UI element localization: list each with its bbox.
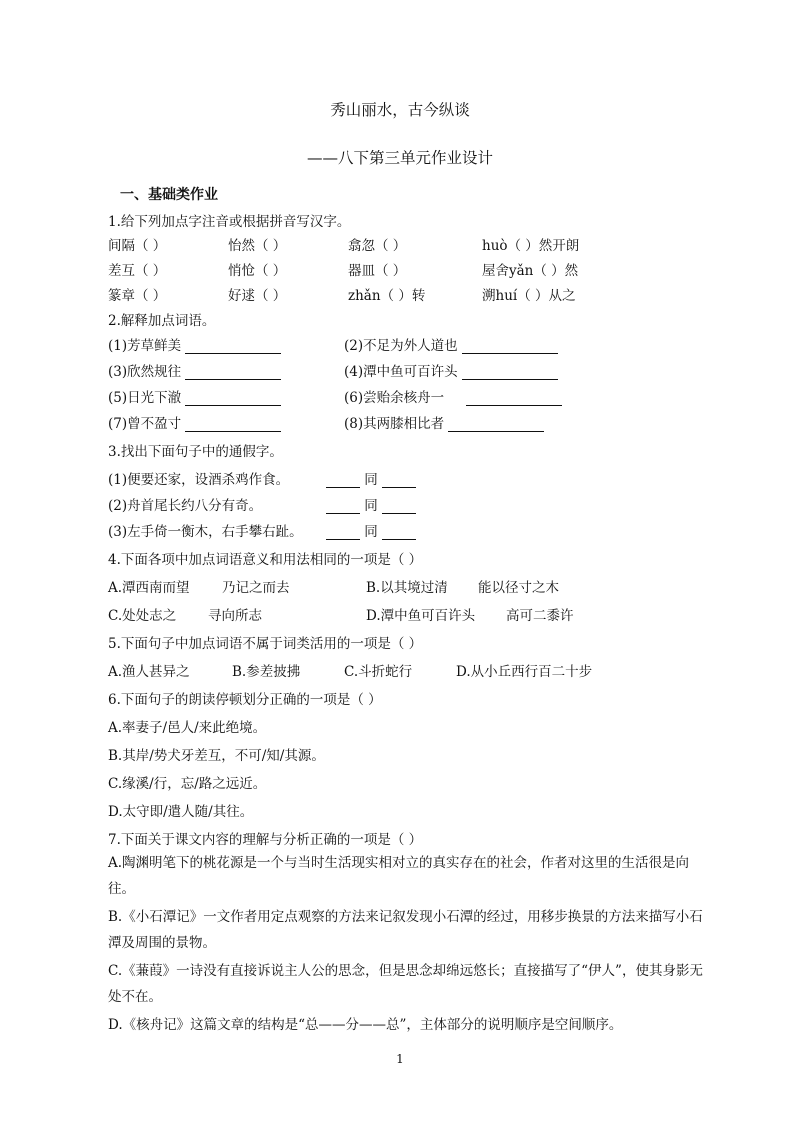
q1-cell: huò（ ）然开朗	[482, 238, 580, 254]
question-6-stem: 6.下面句子的朗读停顿划分正确的一项是（ ）	[108, 692, 382, 708]
q7-option-a[interactable]: A.陶渊明笔下的桃花源是一个与当时生活现实相对立的真实存在的社会，作者对这里的生活很是向往。	[108, 855, 690, 897]
q3-item: (2)舟首尾长约八分有奇。	[108, 498, 263, 514]
q2-item: (6)尝贻余核舟一	[344, 386, 562, 406]
question-1-stem: 1.给下列加点字注音或根据拼音写汉字。	[108, 214, 351, 230]
q5-option-c[interactable]: C.斗折蛇行	[344, 664, 413, 680]
q4-option-d[interactable]: D.潭中鱼可百许头	[366, 608, 476, 624]
answer-blank[interactable]	[326, 499, 360, 514]
q4-option-c2: 寻向所志	[208, 608, 262, 624]
page-number: 1	[396, 1052, 404, 1066]
answer-blank[interactable]	[382, 499, 416, 514]
answer-blank[interactable]	[448, 417, 544, 432]
q1-cell: 器皿（ ）	[348, 263, 407, 279]
q1-cell: 翕忽（ ）	[348, 238, 407, 254]
answer-blank[interactable]	[185, 417, 281, 432]
q1-cell: zhǎn（ ）转	[348, 288, 426, 304]
answer-blank[interactable]	[466, 391, 562, 406]
q1-cell: 悄怆（ ）	[228, 263, 287, 279]
section-heading: 一、基础类作业	[120, 187, 218, 203]
answer-blank[interactable]	[382, 525, 416, 540]
answer-blank[interactable]	[185, 365, 281, 380]
q1-cell: 间隔（ ）	[108, 238, 167, 254]
q4-option-d2: 高可二黍许	[506, 608, 574, 624]
question-7-stem: 7.下面关于课文内容的理解与分析正确的一项是（ ）	[108, 832, 423, 848]
q6-option-a[interactable]: A.率妻子/邑人/来此绝境。	[108, 720, 267, 736]
q6-option-b[interactable]: B.其岸/势犬牙差互，不可/知/其源。	[108, 748, 325, 764]
page-title: 秀山丽水，古今纵谈	[330, 101, 470, 119]
q4-option-c[interactable]: C.处处志之	[108, 608, 177, 624]
q1-cell: 篆章（ ）	[108, 288, 167, 304]
answer-blank[interactable]	[185, 391, 281, 406]
q7-option-d[interactable]: D.《核舟记》这篇文章的结构是“总——分——总”，主体部分的说明顺序是空间顺序。	[108, 1017, 623, 1033]
q1-cell: 溯huí（ ）从之	[482, 288, 576, 304]
question-4-stem: 4.下面各项中加点词语意义和用法相同的一项是（ ）	[108, 552, 423, 568]
answer-blank[interactable]	[326, 473, 360, 488]
question-5-stem: 5.下面句子中加点词语不属于词类活用的一项是（ ）	[108, 636, 423, 652]
answer-blank[interactable]	[462, 365, 558, 380]
q1-cell: 好逑（ ）	[228, 288, 287, 304]
page-subtitle: ——八下第三单元作业设计	[306, 149, 493, 167]
q2-item: (8)其两膝相比者	[344, 412, 544, 432]
q6-option-c[interactable]: C.缘溪/行，忘/路之远近。	[108, 776, 267, 792]
q4-option-a[interactable]: A.潭西南而望	[108, 580, 190, 596]
q5-option-b[interactable]: B.参差披拂	[232, 664, 301, 680]
q6-option-d[interactable]: D.太守即/遣人随/其往。	[108, 804, 254, 820]
q1-cell: 屋舍yǎn（ ）然	[482, 263, 579, 279]
q3-answer: 同	[326, 468, 416, 488]
q2-item: (7)曾不盈寸	[108, 412, 281, 432]
q7-option-c[interactable]: C.《蒹葭》一诗没有直接诉说主人公的思念，但是思念却绵远悠长；直接描写了“伊人”，使其身影无处不在。	[108, 963, 703, 1005]
q5-option-a[interactable]: A.渔人甚异之	[108, 664, 190, 680]
answer-blank[interactable]	[326, 525, 360, 540]
q2-item: (2)不足为外人道也	[344, 334, 558, 354]
q1-cell: 怡然（ ）	[228, 238, 287, 254]
q4-option-b[interactable]: B.以其境过清	[366, 580, 448, 596]
question-3-stem: 3.找出下面句子中的通假字。	[108, 444, 283, 460]
q2-item: (4)潭中鱼可百许头	[344, 360, 558, 380]
q2-item: (5)日光下澈	[108, 386, 281, 406]
q7-option-b[interactable]: B.《小石潭记》一文作者用定点观察的方法来记叙发现小石潭的经过，用移步换景的方法来描写小石潭及周围的景物。	[108, 909, 703, 951]
q3-item: (1)便要还家，设酒杀鸡作食。	[108, 472, 290, 488]
q3-answer: 同	[326, 494, 416, 514]
q5-option-d[interactable]: D.从小丘西行百二十步	[456, 664, 593, 680]
q2-item: (1)芳草鲜美	[108, 334, 281, 354]
answer-blank[interactable]	[462, 339, 558, 354]
q1-cell: 差互（ ）	[108, 263, 167, 279]
answer-blank[interactable]	[382, 473, 416, 488]
q4-option-a2: 乃记之而去	[222, 580, 290, 596]
q3-item: (3)左手倚一衡木，右手攀右趾。	[108, 524, 303, 540]
q3-answer: 同	[326, 520, 416, 540]
q4-option-b2: 能以径寸之木	[478, 580, 559, 596]
question-2-stem: 2.解释加点词语。	[108, 313, 216, 329]
q2-item: (3)欣然规往	[108, 360, 281, 380]
answer-blank[interactable]	[185, 339, 281, 354]
